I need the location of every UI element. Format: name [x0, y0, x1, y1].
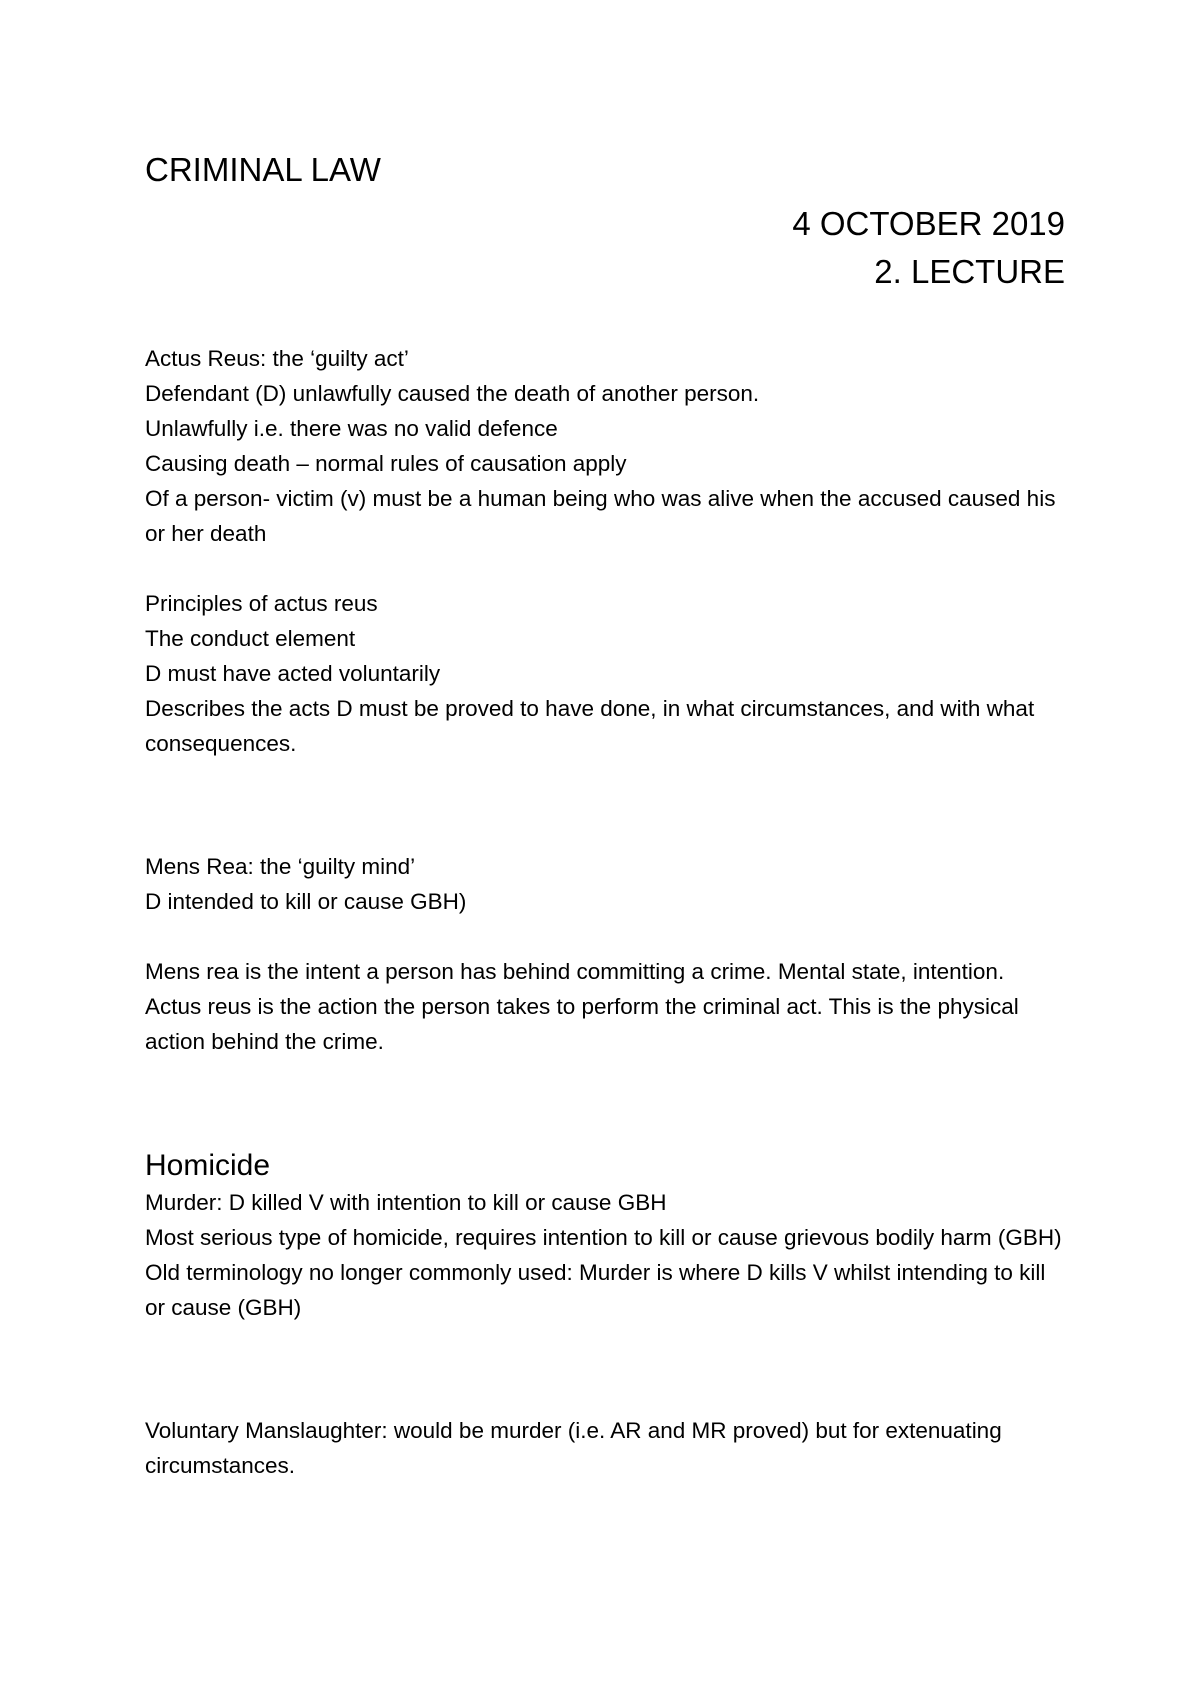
- manslaughter-section: [145, 1413, 1065, 1483]
- paragraph-line: Actus Reus: the ‘guilty act’: [145, 346, 409, 371]
- homicide-section: [145, 1185, 1065, 1325]
- paragraph-line: D intended to kill or cause GBH): [145, 889, 467, 914]
- actus-reus-section: [145, 341, 1065, 551]
- paragraph-line: Of a person- victim (v) must be a human being who was alive when the accused caused his or her death: [145, 486, 1056, 546]
- paragraph-line: Actus reus is the action the person takes to perform the criminal act. This is the physical action behind the crime.: [145, 994, 1019, 1054]
- mens-rea-section: [145, 849, 1065, 919]
- principles-section: [145, 586, 1065, 761]
- paragraph-line: Defendant (D) unlawfully caused the death of another person.: [145, 381, 760, 406]
- paragraph-line: Causing death – normal rules of causation apply: [145, 451, 627, 476]
- paragraph-line: D must have acted voluntarily: [145, 661, 441, 686]
- paragraph-line: Describes the acts D must be proved to have done, in what circumstances, and with what consequences.: [145, 696, 1035, 756]
- explanation-section: [145, 954, 1065, 1059]
- paragraph-line: Most serious type of homicide, requires intention to kill or cause grievous bodily harm (GBH): [145, 1225, 1062, 1250]
- paragraph-line: Mens Rea: the ‘guilty mind’: [145, 854, 416, 879]
- document-title: CRIMINAL LAW: [145, 151, 381, 188]
- paragraph-line: Old terminology no longer commonly used: Murder is where D kills V whilst intending to kill or cause (GBH): [145, 1260, 1046, 1320]
- header-right-block: [145, 200, 1065, 296]
- paragraph-line: Principles of actus reus: [145, 591, 378, 616]
- lecture-date: 4 OCTOBER 2019: [792, 205, 1065, 242]
- paragraph-line: Voluntary Manslaughter: would be murder (i.e. AR and MR proved) but for extenuating circumstances.: [145, 1418, 1002, 1478]
- lecture-number: 2. LECTURE: [874, 253, 1065, 290]
- document-content: [145, 150, 1065, 1483]
- paragraph-line: Unlawfully i.e. there was no valid defence: [145, 416, 558, 441]
- homicide-heading: Homicide: [145, 1149, 271, 1182]
- paragraph-line: Murder: D killed V with intention to kill or cause GBH: [145, 1190, 667, 1215]
- paragraph-line: Mens rea is the intent a person has behind committing a crime. Mental state, intention.: [145, 959, 1005, 984]
- paragraph-line: The conduct element: [145, 626, 356, 651]
